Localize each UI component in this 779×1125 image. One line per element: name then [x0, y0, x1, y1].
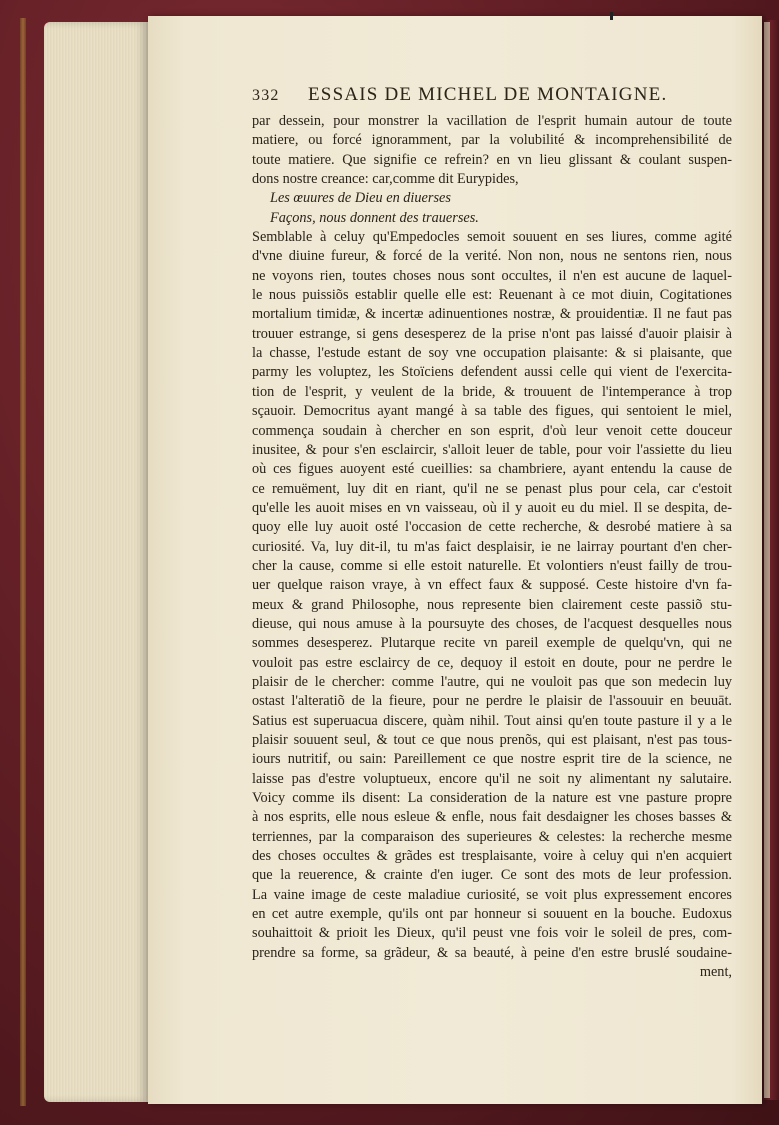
facing-page-edge	[764, 22, 770, 1098]
text-line: Les œuures de Dieu en diuerses	[270, 190, 451, 207]
text-line: des choses occultes & grãdes est tresplaisante, voire à celuy qui n'en acquiert	[252, 848, 732, 865]
body-text	[252, 112, 732, 982]
text-line: plaisir de le chercher: comme l'autre, qui ne vouloit pas que son medecin luy	[252, 673, 732, 690]
text-line: commença soudain à chercher en son esprit, d'où leur venoit cette douceur	[252, 422, 732, 439]
text-line: prendre sa forme, sa grãdeur, & sa beauté, à peine d'en estre bruslé soudaine-	[252, 944, 732, 961]
text-line: en cet autre exemple, qu'ils ont par honneur si souuent en la bouche. Eudoxus	[252, 906, 732, 923]
text-line: à nos esprits, elle nous esleue & enfle, nous fait desdaigner les choses basses &	[252, 809, 732, 826]
text-line: dieuse, qui nous amuse à la poursuyte des choses, de l'acquest desquelles nous	[252, 615, 732, 632]
text-line: ostast l'alteratiõ de la fieure, pour ne perdre le plaisir de l'assouuir en beuuāt.	[252, 693, 732, 710]
text-line: matiere, ou forcé ignoramment, par la volubilité & incomprehensibilité de	[252, 132, 732, 149]
text-line: Semblable à celuy qu'Empedocles semoit souuent en ses liures, comme agité	[252, 229, 732, 246]
text-line: iours nutritif, ou sain: Pareillement ce que nostre esprit tire de la science, ne	[252, 751, 732, 768]
text-line: vouloit pas estre esclaircy de ce, dequoy il estoit en doute, pour ne perdre le	[252, 654, 732, 671]
text-line: Satius est superuacua discere, quàm nihil. Tout ainsi qu'en toute pasture il y a le	[252, 712, 732, 729]
text-line: cher la cause, comme si elle estoit naturelle. Et volontiers n'eust failly de trou-	[252, 557, 732, 574]
text-line: dons nostre creance: car,comme dit Eurypides,	[252, 171, 519, 188]
text-line: où ces figues auoyent esté cueillies: sa chambriere, ayant entendu la cause de	[252, 461, 732, 478]
text-line: parmy les voluptez, les Stoïciens defendent aussi celle qui vient de l'exercita-	[252, 364, 732, 381]
text-line: curiosité. Va, luy dit-il, tu m'as faict desplaisir, ie ne lairray pourtant d'en cher-	[252, 538, 732, 555]
text-line: d'vne diuine fureur, & forcé de la verité. Non non, nous ne sentons rien, nous	[252, 248, 732, 265]
running-head-title: ESSAIS DE MICHEL DE MONTAIGNE.	[308, 84, 668, 105]
text-line: toute matiere. Que signifie ce refrein? en vn lieu glissant & coulant suspen-	[252, 151, 732, 168]
text-line: inusitee, & pour s'en esclaircir, s'alloit leuer de table, pour voir l'assiette du lieu	[252, 441, 732, 458]
running-head	[252, 84, 692, 110]
text-line: tion de l'esprit, y veulent de la bride, & trouuent de l'intemperance à trop	[252, 383, 732, 400]
page-mark	[610, 12, 613, 20]
text-line: la chasse, l'estude estant de soy vne occupation plaisante: & si plaisante, que	[252, 345, 732, 362]
page-stack-edges	[44, 22, 148, 1102]
text-line: ment,	[699, 964, 732, 981]
text-line: sçauoir. Democritus ayant mangé à sa table des figues, qui sentoient le miel,	[252, 403, 732, 420]
text-line: uer quelque raison vraye, à vn effect faux & supposé. Ceste histoire d'vn fa-	[252, 577, 732, 594]
text-line: quoy elle luy auoit osté l'occasion de cette recherche, & desrobé matiere à sa	[252, 519, 732, 536]
gilt-edge	[20, 18, 26, 1106]
text-line: plaisir souuent seul, & tout ce que nous prenõs, qui est plaisant, n'est pas tous-	[252, 732, 732, 748]
text-line: ce remuëment, luy dit en riant, qu'il ne se penast plus pour cela, car c'estoit	[252, 480, 732, 497]
text-line: ne voyons rien, toutes choses nous sont occultes, il n'en est aucune de laquel-	[252, 267, 732, 284]
text-line: souhaittoit & prioit les Dieux, qu'il peust vne fois voir le soleil de pres, com-	[252, 925, 732, 942]
text-line: trouuer estrange, si gens desesperez de la prise n'ont pas laissé d'auoir plaisir à	[252, 325, 732, 342]
text-line: Voicy comme ils disent: La consideration de la nature est vne pasture propre	[252, 790, 732, 807]
page-number: 332	[252, 87, 280, 104]
text-line: meux & grand Philosophe, nous represente bien clairement ceste passiõ stu-	[252, 596, 732, 613]
text-line: mortalium timidæ, & incertæ adinuentiones nostræ, & prouidentiæ. Il ne faut pas	[252, 306, 732, 323]
text-line: laisse pas d'estre voluptueux, encore qu'il ne soit ny alimentant ny salutaire.	[252, 770, 732, 787]
text-line: que la reuerence, & crainte d'en iuger. Ce sont des mots de leur profession.	[252, 867, 732, 884]
text-line: par dessein, pour monstrer la vacillation de l'esprit humain autour de toute	[252, 113, 732, 129]
text-line: La vaine image de ceste maladiue curiosité, se voit plus expressement encores	[252, 886, 732, 903]
text-line: Façons, nous donnent des trauerses.	[270, 209, 479, 226]
text-line: sommes desesperez. Plutarque recite vn pareil exemple de quelqu'vn, qui ne	[252, 635, 732, 652]
text-line: qu'elle les auoit mises en vn vaisseau, où il y auoit eu du miel. Il se despita, de-	[252, 499, 732, 516]
text-line: terriennes, par la comparaison des superieures & celestes: la recherche mesme	[252, 828, 732, 845]
text-line: le nous puissiõs establir quelle elle est: Reuenant à ce mot diuin, Cogitationes	[252, 287, 732, 304]
